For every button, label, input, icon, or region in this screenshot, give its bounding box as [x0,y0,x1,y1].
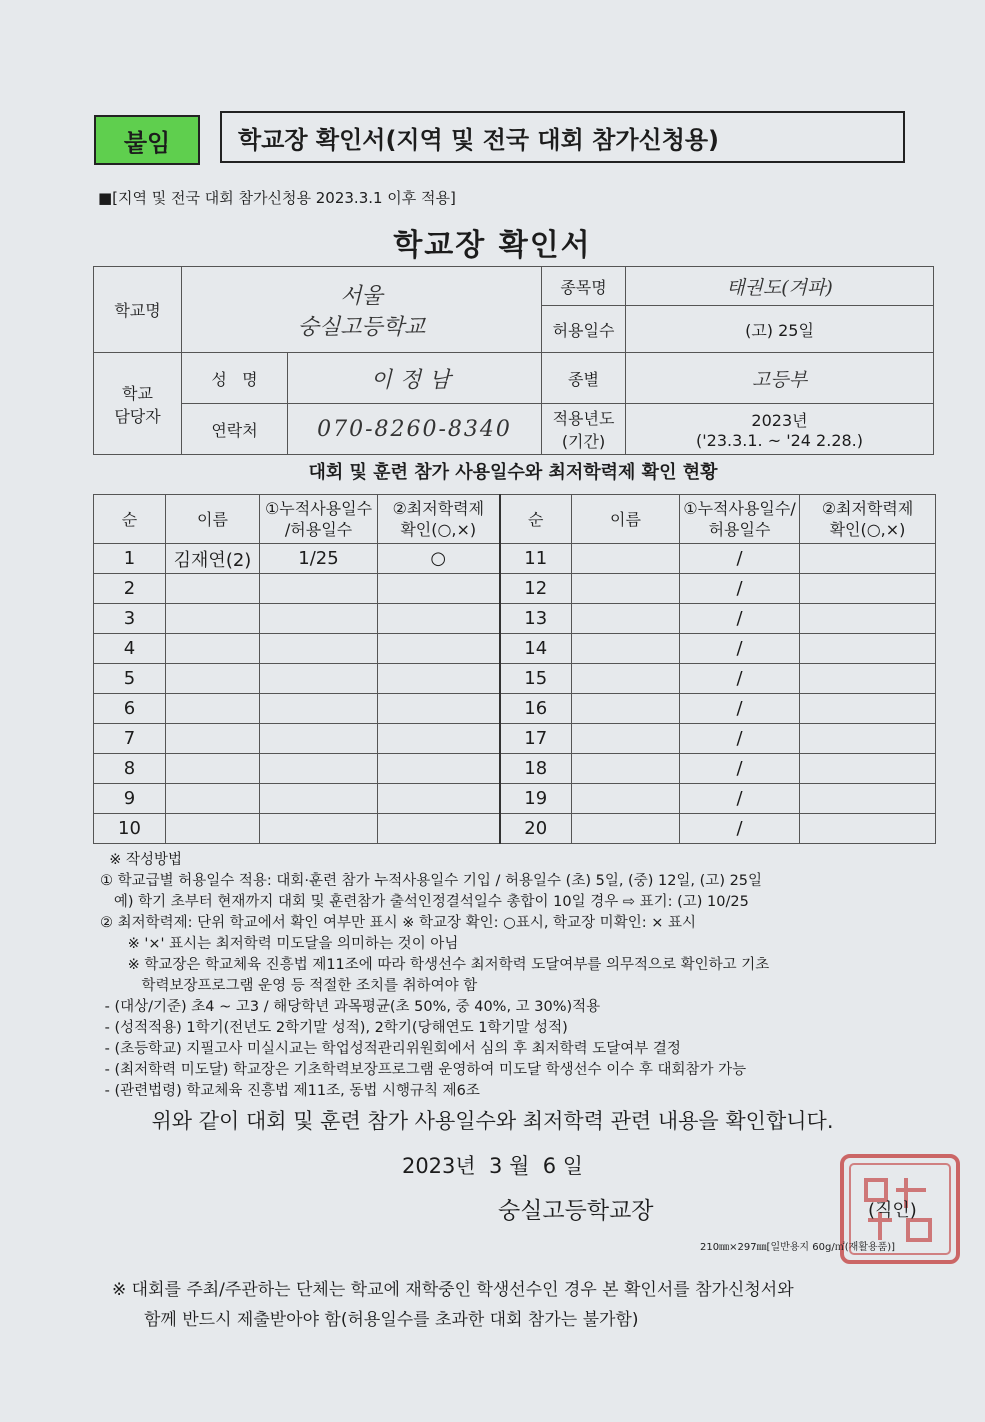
col-academic-line1: ②최저학력제 [392,499,485,518]
days-cell: / [680,574,800,604]
division-value: 고등부 [626,353,934,404]
col-seq: 순 [94,495,166,544]
days-cell: / [680,634,800,664]
name-cell: 김재연(2) [166,544,260,574]
name-cell [572,604,680,634]
academic-cell [800,694,936,724]
name-cell [166,634,260,664]
col-academic-2-line1: ②최저학력제 [821,499,914,518]
attachment-tag: 붙임 [94,115,200,165]
seq-cell: 18 [500,754,572,784]
allowed-days-label: 허용일수 [542,306,626,353]
school-label: 학교명 [94,267,182,353]
name-label: 성 명 [182,353,288,404]
col-academic [378,495,500,544]
table-row [94,574,936,604]
name-cell [572,634,680,664]
contact-value: 070-8260-8340 [288,404,542,455]
seq-cell: 15 [500,664,572,694]
days-cell: / [680,694,800,724]
seq-cell: 20 [500,814,572,844]
days-cell: / [680,754,800,784]
year-label-line2: (기간) [561,432,606,451]
instruction-line: ※ '×' 표시는 최저학력 미도달을 의미하는 것이 아님 [100,936,459,952]
academic-cell [800,634,936,664]
days-cell: 1/25 [260,544,378,574]
days-cell [260,664,378,694]
table-row [94,664,936,694]
academic-cell [378,694,500,724]
academic-cell [378,754,500,784]
days-cell: / [680,664,800,694]
school-name [182,267,542,353]
manager-label [94,353,182,455]
manager-label-line1: 학교 [122,383,153,403]
signatory-name: 숭실고등학교장 [498,1198,654,1224]
academic-cell [800,574,936,604]
days-cell [260,724,378,754]
name-cell [166,664,260,694]
confirmation-statement: 위와 같이 대회 및 훈련 참가 사용일수와 최저학력 관련 내용을 확인합니다. [151,1109,834,1133]
col-name-2: 이름 [572,495,680,544]
bottom-note-line1: ※ 대회를 주최/주관하는 단체는 학교에 재학중인 학생선수인 경우 본 확인서를 참가신청서와 [112,1280,794,1300]
academic-cell [378,724,500,754]
academic-cell [378,634,500,664]
info-row-name [94,353,934,404]
academic-cell [800,814,936,844]
name-cell [166,784,260,814]
info-row-contact [94,404,934,455]
name-cell [166,814,260,844]
table-row [94,694,936,724]
academic-cell [800,604,936,634]
name-cell [572,544,680,574]
table-header-row [94,495,936,544]
info-table [93,266,934,455]
writing-instructions [100,850,940,1102]
days-cell: / [680,604,800,634]
days-cell: / [680,784,800,814]
division-label: 종별 [542,353,626,404]
academic-cell [378,574,500,604]
academic-cell [800,784,936,814]
event-value: 태권도(겨파) [626,267,934,306]
name-cell [572,694,680,724]
days-cell: / [680,814,800,844]
days-cell [260,574,378,604]
col-seq-2: 순 [500,495,572,544]
seq-cell: 17 [500,724,572,754]
table-row [94,604,936,634]
academic-cell [800,724,936,754]
name-cell [572,814,680,844]
manager-label-line2: 담당자 [114,406,161,426]
seq-cell: 7 [94,724,166,754]
name-cell [572,754,680,784]
col-days [260,495,378,544]
instruction-line: 예) 학기 초부터 현재까지 대회 및 훈련참가 출석인정결석일수 총합이 10일 경우 ⇨ 표기: (고) 10/25 [100,894,749,910]
name-cell [572,574,680,604]
paper-spec: 210㎜×297㎜[일반용지 60g/㎡(재활용품)] [700,1242,896,1253]
name-cell [166,754,260,784]
allowed-days-value: (고) 25일 [626,306,934,353]
table-row [94,544,936,574]
year-label-line1: 적용년도 [552,409,615,428]
col-name: 이름 [166,495,260,544]
seal-label: (직인) [868,1200,917,1221]
year-label [542,404,626,455]
school-name-line1: 서울 [340,283,383,309]
seq-cell: 1 [94,544,166,574]
col-days-line2: /허용일수 [284,520,353,539]
instruction-line: 학력보장프로그램 운영 등 적절한 조치를 취하여야 함 [100,978,478,994]
instruction-line: - (최저학력 미도달) 학교장은 기초학력보장프로그램 운영하여 미도달 학생선수 이수 후 대회참가 가능 [100,1062,747,1078]
name-cell [166,724,260,754]
instruction-line: - (대상/기준) 초4 ~ 고3 / 해당학년 과목평균(초 50%, 중 40%, 고 30%)적용 [100,999,601,1015]
issue-date: 2023년 3 월 6 일 [401,1154,584,1178]
name-cell [166,694,260,724]
col-days-2 [680,495,800,544]
name-cell [166,574,260,604]
seq-cell: 3 [94,604,166,634]
academic-cell [378,604,500,634]
year-period: ('23.3.1. ~ '24 2.28.) [696,431,864,450]
seq-cell: 5 [94,664,166,694]
seq-cell: 8 [94,754,166,784]
seq-cell: 11 [500,544,572,574]
col-days-2-line1: ①누적사용일수/ [683,499,796,518]
seq-cell: 6 [94,694,166,724]
days-cell: / [680,724,800,754]
academic-cell [378,664,500,694]
academic-cell [800,544,936,574]
seq-cell: 12 [500,574,572,604]
table-row [94,634,936,664]
academic-cell [378,814,500,844]
table-row [94,784,936,814]
days-cell [260,814,378,844]
instruction-line: ② 최저학력제: 단위 학교에서 확인 여부만 표시 ※ 학교장 확인: ○표시, 학교장 미확인: × 표시 [100,915,696,931]
name-value: 이정남 [288,353,542,404]
participation-table [93,494,936,844]
days-cell [260,634,378,664]
days-cell [260,784,378,814]
seq-cell: 19 [500,784,572,814]
col-academic-line2: 확인(○,×) [400,520,477,539]
days-cell [260,604,378,634]
name-cell [572,724,680,754]
instruction-line: ① 학교급별 허용일수 적용: 대회·훈련 참가 누적사용일수 기입 / 허용일수 (초) 5일, (중) 12일, (고) 25일 [100,873,763,889]
seq-cell: 9 [94,784,166,814]
info-row-event [94,267,934,306]
instruction-line: ※ 작성방법 [100,852,183,868]
col-days-line1: ①누적사용일수 [264,499,373,518]
bottom-note [112,1275,952,1335]
academic-cell [378,784,500,814]
days-cell [260,754,378,784]
contact-label: 연락처 [182,404,288,455]
days-cell: / [680,544,800,574]
bottom-note-line2: 함께 반드시 제출받아야 함(허용일수를 초과한 대회 참가는 불가함) [144,1310,639,1330]
school-name-line2: 숭실고등학교 [297,314,426,340]
days-cell [260,694,378,724]
academic-cell: ○ [378,544,500,574]
year-value-line1: 2023년 [751,411,808,430]
document-header-title: 학교장 확인서(지역 및 전국 대회 참가신청용) [220,111,905,163]
col-days-2-line2: 허용일수 [708,520,771,539]
seq-cell: 16 [500,694,572,724]
applies-note: ■[지역 및 전국 대회 참가신청용 2023.3.1 이후 적용] [98,189,456,207]
table-row [94,814,936,844]
instruction-line: - (초등학교) 지필고사 미실시교는 학업성적관리위원회에서 심의 후 최저학력 도달여부 결정 [100,1041,681,1057]
event-label: 종목명 [542,267,626,306]
academic-cell [800,664,936,694]
seq-cell: 14 [500,634,572,664]
instruction-line: - (관련법령) 학교체육 진흥법 제11조, 동법 시행규칙 제6조 [100,1083,480,1099]
page-title: 학교장 확인서 [393,228,592,263]
name-cell [572,784,680,814]
seq-cell: 4 [94,634,166,664]
status-title: 대회 및 훈련 참가 사용일수와 최저학력제 확인 현황 [308,462,718,483]
seq-cell: 10 [94,814,166,844]
table-row [94,724,936,754]
academic-cell [800,754,936,784]
seq-cell: 13 [500,604,572,634]
instruction-line: ※ 학교장은 학교체육 진흥법 제11조에 따라 학생선수 최저학력 도달여부를 의무적으로 확인하고 기초 [100,957,770,973]
name-cell [572,664,680,694]
col-academic-2-line2: 확인(○,×) [829,520,906,539]
year-value [626,404,934,455]
seq-cell: 2 [94,574,166,604]
col-academic-2 [800,495,936,544]
instruction-line: - (성적적용) 1학기(전년도 2학기말 성적), 2학기(당해연도 1학기말 성적) [100,1020,568,1036]
name-cell [166,604,260,634]
table-row [94,754,936,784]
